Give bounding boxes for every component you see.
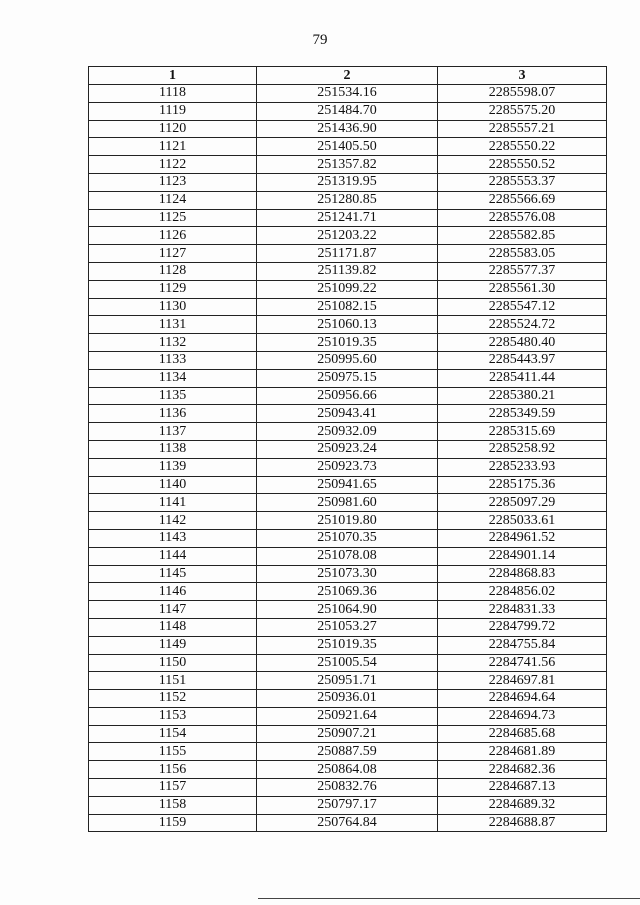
x-coordinate-cell: 250943.41	[257, 405, 438, 423]
point-number-cell: 1127	[89, 245, 257, 263]
point-number-cell: 1138	[89, 440, 257, 458]
x-coordinate-cell: 250981.60	[257, 494, 438, 512]
point-number-cell: 1135	[89, 387, 257, 405]
table-row	[89, 440, 607, 458]
table-row	[89, 654, 607, 672]
x-coordinate-cell: 251139.82	[257, 262, 438, 280]
point-number-cell: 1156	[89, 761, 257, 779]
table-row	[89, 512, 607, 530]
point-number-cell: 1119	[89, 102, 257, 120]
x-coordinate-cell: 251203.22	[257, 227, 438, 245]
y-coordinate-cell: 2284697.81	[438, 672, 607, 690]
x-coordinate-cell: 250907.21	[257, 725, 438, 743]
point-number-cell: 1125	[89, 209, 257, 227]
column-header-3: 3	[438, 67, 607, 85]
point-number-cell: 1144	[89, 547, 257, 565]
x-coordinate-cell: 251019.35	[257, 636, 438, 654]
point-number-cell: 1118	[89, 85, 257, 103]
y-coordinate-cell: 2284799.72	[438, 618, 607, 636]
x-coordinate-cell: 251005.54	[257, 654, 438, 672]
table-row	[89, 280, 607, 298]
point-number-cell: 1136	[89, 405, 257, 423]
table-row	[89, 796, 607, 814]
y-coordinate-cell: 2285547.12	[438, 298, 607, 316]
point-number-cell: 1140	[89, 476, 257, 494]
table-row	[89, 227, 607, 245]
y-coordinate-cell: 2285480.40	[438, 334, 607, 352]
point-number-cell: 1132	[89, 334, 257, 352]
y-coordinate-cell: 2284961.52	[438, 529, 607, 547]
table-row	[89, 138, 607, 156]
x-coordinate-cell: 250932.09	[257, 423, 438, 441]
table-row	[89, 690, 607, 708]
table-row	[89, 583, 607, 601]
x-coordinate-cell: 251241.71	[257, 209, 438, 227]
y-coordinate-cell: 2285566.69	[438, 191, 607, 209]
y-coordinate-cell: 2284687.13	[438, 779, 607, 797]
y-coordinate-cell: 2285349.59	[438, 405, 607, 423]
table-row	[89, 120, 607, 138]
y-coordinate-cell: 2284682.36	[438, 761, 607, 779]
point-number-cell: 1157	[89, 779, 257, 797]
point-number-cell: 1155	[89, 743, 257, 761]
y-coordinate-cell: 2285443.97	[438, 351, 607, 369]
point-number-cell: 1142	[89, 512, 257, 530]
x-coordinate-cell: 251019.80	[257, 512, 438, 530]
point-number-cell: 1147	[89, 601, 257, 619]
y-coordinate-cell: 2284681.89	[438, 743, 607, 761]
point-number-cell: 1121	[89, 138, 257, 156]
table-row	[89, 618, 607, 636]
table-row	[89, 85, 607, 103]
table-row	[89, 636, 607, 654]
point-number-cell: 1130	[89, 298, 257, 316]
table-row	[89, 334, 607, 352]
x-coordinate-cell: 250936.01	[257, 690, 438, 708]
y-coordinate-cell: 2285575.20	[438, 102, 607, 120]
y-coordinate-cell: 2285577.37	[438, 262, 607, 280]
x-coordinate-cell: 251405.50	[257, 138, 438, 156]
x-coordinate-cell: 250923.73	[257, 458, 438, 476]
x-coordinate-cell: 251082.15	[257, 298, 438, 316]
x-coordinate-cell: 251053.27	[257, 618, 438, 636]
y-coordinate-cell: 2285175.36	[438, 476, 607, 494]
bottom-rule	[258, 898, 640, 899]
table-body	[89, 85, 607, 832]
x-coordinate-cell: 251073.30	[257, 565, 438, 583]
point-number-cell: 1151	[89, 672, 257, 690]
x-coordinate-cell: 251069.36	[257, 583, 438, 601]
table-row	[89, 262, 607, 280]
table-row	[89, 102, 607, 120]
y-coordinate-cell: 2284755.84	[438, 636, 607, 654]
y-coordinate-cell: 2285550.52	[438, 156, 607, 174]
x-coordinate-cell: 251099.22	[257, 280, 438, 298]
table-header-row	[89, 67, 607, 85]
point-number-cell: 1122	[89, 156, 257, 174]
table-row	[89, 173, 607, 191]
table-row	[89, 387, 607, 405]
table-row	[89, 156, 607, 174]
table-row	[89, 476, 607, 494]
y-coordinate-cell: 2285380.21	[438, 387, 607, 405]
x-coordinate-cell: 251171.87	[257, 245, 438, 263]
point-number-cell: 1129	[89, 280, 257, 298]
x-coordinate-cell: 251078.08	[257, 547, 438, 565]
y-coordinate-cell: 2284901.14	[438, 547, 607, 565]
table-row	[89, 405, 607, 423]
table-row	[89, 191, 607, 209]
x-coordinate-cell: 250956.66	[257, 387, 438, 405]
point-number-cell: 1133	[89, 351, 257, 369]
table-row	[89, 601, 607, 619]
table-row	[89, 494, 607, 512]
point-number-cell: 1124	[89, 191, 257, 209]
x-coordinate-cell: 251484.70	[257, 102, 438, 120]
point-number-cell: 1128	[89, 262, 257, 280]
point-number-cell: 1159	[89, 814, 257, 832]
point-number-cell: 1123	[89, 173, 257, 191]
y-coordinate-cell: 2285097.29	[438, 494, 607, 512]
x-coordinate-cell: 250832.76	[257, 779, 438, 797]
table-row	[89, 458, 607, 476]
x-coordinate-cell: 250797.17	[257, 796, 438, 814]
point-number-cell: 1158	[89, 796, 257, 814]
x-coordinate-cell: 250764.84	[257, 814, 438, 832]
table-row	[89, 351, 607, 369]
x-coordinate-cell: 251436.90	[257, 120, 438, 138]
table-row	[89, 316, 607, 334]
point-number-cell: 1146	[89, 583, 257, 601]
x-coordinate-cell: 251064.90	[257, 601, 438, 619]
column-header-2: 2	[257, 67, 438, 85]
point-number-cell: 1148	[89, 618, 257, 636]
point-number-cell: 1131	[89, 316, 257, 334]
page-number: 79	[312, 32, 328, 48]
point-number-cell: 1120	[89, 120, 257, 138]
y-coordinate-cell: 2284685.68	[438, 725, 607, 743]
y-coordinate-cell: 2285576.08	[438, 209, 607, 227]
coordinates-table	[88, 66, 607, 832]
y-coordinate-cell: 2284689.32	[438, 796, 607, 814]
table-row	[89, 743, 607, 761]
y-coordinate-cell: 2285033.61	[438, 512, 607, 530]
table-row	[89, 565, 607, 583]
x-coordinate-cell: 251357.82	[257, 156, 438, 174]
column-header-1: 1	[89, 67, 257, 85]
y-coordinate-cell: 2284741.56	[438, 654, 607, 672]
table-row	[89, 369, 607, 387]
y-coordinate-cell: 2285550.22	[438, 138, 607, 156]
y-coordinate-cell: 2285598.07	[438, 85, 607, 103]
point-number-cell: 1137	[89, 423, 257, 441]
point-number-cell: 1153	[89, 707, 257, 725]
y-coordinate-cell: 2285553.37	[438, 173, 607, 191]
y-coordinate-cell: 2285583.05	[438, 245, 607, 263]
table-row	[89, 298, 607, 316]
point-number-cell: 1139	[89, 458, 257, 476]
y-coordinate-cell: 2284831.33	[438, 601, 607, 619]
y-coordinate-cell: 2285582.85	[438, 227, 607, 245]
x-coordinate-cell: 250923.24	[257, 440, 438, 458]
x-coordinate-cell: 250995.60	[257, 351, 438, 369]
y-coordinate-cell: 2285524.72	[438, 316, 607, 334]
point-number-cell: 1134	[89, 369, 257, 387]
table-row	[89, 245, 607, 263]
x-coordinate-cell: 251019.35	[257, 334, 438, 352]
x-coordinate-cell: 250864.08	[257, 761, 438, 779]
y-coordinate-cell: 2285561.30	[438, 280, 607, 298]
y-coordinate-cell: 2284868.83	[438, 565, 607, 583]
point-number-cell: 1141	[89, 494, 257, 512]
point-number-cell: 1149	[89, 636, 257, 654]
point-number-cell: 1143	[89, 529, 257, 547]
x-coordinate-cell: 250975.15	[257, 369, 438, 387]
x-coordinate-cell: 250887.59	[257, 743, 438, 761]
point-number-cell: 1152	[89, 690, 257, 708]
y-coordinate-cell: 2285411.44	[438, 369, 607, 387]
table-row	[89, 725, 607, 743]
y-coordinate-cell: 2284694.64	[438, 690, 607, 708]
point-number-cell: 1145	[89, 565, 257, 583]
point-number-cell: 1150	[89, 654, 257, 672]
point-number-cell: 1154	[89, 725, 257, 743]
x-coordinate-cell: 251060.13	[257, 316, 438, 334]
y-coordinate-cell: 2285233.93	[438, 458, 607, 476]
table-row	[89, 423, 607, 441]
table-row	[89, 209, 607, 227]
table-row	[89, 672, 607, 690]
x-coordinate-cell: 251280.85	[257, 191, 438, 209]
y-coordinate-cell: 2285258.92	[438, 440, 607, 458]
x-coordinate-cell: 251319.95	[257, 173, 438, 191]
y-coordinate-cell: 2284688.87	[438, 814, 607, 832]
x-coordinate-cell: 250921.64	[257, 707, 438, 725]
x-coordinate-cell: 250941.65	[257, 476, 438, 494]
table-row	[89, 529, 607, 547]
x-coordinate-cell: 251070.35	[257, 529, 438, 547]
table-row	[89, 547, 607, 565]
y-coordinate-cell: 2284694.73	[438, 707, 607, 725]
x-coordinate-cell: 250951.71	[257, 672, 438, 690]
table-row	[89, 814, 607, 832]
table-row	[89, 707, 607, 725]
y-coordinate-cell: 2284856.02	[438, 583, 607, 601]
y-coordinate-cell: 2285315.69	[438, 423, 607, 441]
table-row	[89, 761, 607, 779]
x-coordinate-cell: 251534.16	[257, 85, 438, 103]
table-row	[89, 779, 607, 797]
point-number-cell: 1126	[89, 227, 257, 245]
y-coordinate-cell: 2285557.21	[438, 120, 607, 138]
